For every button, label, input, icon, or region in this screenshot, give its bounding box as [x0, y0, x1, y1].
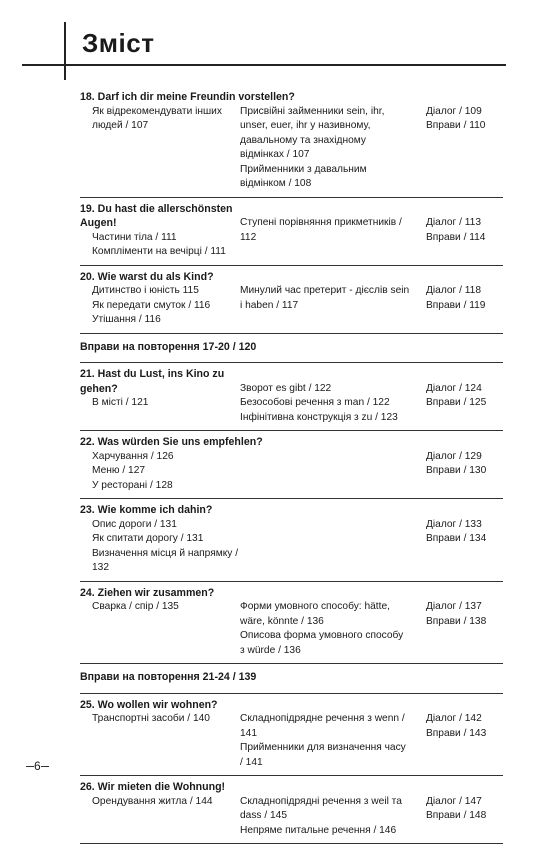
topic-item: Як передати смуток / 116 [92, 299, 211, 311]
topics-column [80, 367, 240, 425]
grammar-item: Форми умовного способу: hätte, wäre, könnte / 136 [240, 601, 390, 627]
exercise-item: Діалог / 129 [426, 450, 482, 462]
lesson-columns [80, 202, 503, 260]
exercises-column [416, 712, 503, 770]
topics-column [80, 284, 240, 328]
lesson-columns [80, 105, 503, 192]
exercise-item: Вправи / 134 [426, 533, 487, 544]
lesson-columns [80, 712, 503, 770]
exercise-item: Діалог / 109 [426, 105, 482, 117]
topics-column [80, 518, 240, 576]
topic-item: Як відрекомендувати інших людей / 107 [92, 105, 222, 131]
exercise-item: Діалог / 147 [426, 795, 482, 807]
lesson-title: 22. Was würden Sie uns empfehlen? [80, 436, 263, 448]
toc-entry [80, 266, 503, 334]
lesson-columns [80, 600, 503, 658]
toc-review-entry [80, 334, 503, 364]
grammar-item: Присвійні займенники sein, ihr, unser, euer, ihr у називному, давальному та знахідному відмінках / 107 [240, 105, 385, 160]
grammar-column [240, 600, 416, 658]
toc-entry [80, 582, 503, 665]
page-number-dash-left [26, 766, 34, 767]
grammar-item: Складнопідрядні речення з weil та dass / 145 [240, 795, 402, 821]
lesson-columns [80, 450, 503, 494]
lesson-columns [80, 367, 503, 425]
lesson-columns [80, 284, 503, 328]
exercise-item: Вправи / 130 [426, 465, 487, 476]
toc-entry [80, 499, 503, 582]
grammar-column [240, 795, 416, 839]
topics-column [80, 105, 240, 192]
grammar-column [240, 367, 416, 425]
lesson-title: 21. Hast du Lust, ins Kino zu gehen? [80, 368, 225, 395]
topics-column [80, 795, 240, 839]
exercise-item: Діалог / 124 [426, 382, 482, 394]
topic-item: Харчування / 126 [92, 450, 174, 462]
exercise-item: Вправи / 114 [426, 231, 486, 243]
grammar-column [240, 518, 416, 576]
exercise-item: Вправи / 148 [426, 810, 487, 821]
grammar-item: Безособові речення з man / 122 [240, 397, 390, 408]
toc-entry [80, 198, 503, 266]
topic-item: В місті / 121 [92, 397, 149, 408]
topic-item: Опис дороги / 131 [92, 518, 177, 530]
topic-item: Як спитати дорогу / 131 [92, 533, 204, 544]
lesson-title: 24. Ziehen wir zusammen? [80, 586, 215, 599]
lesson-title: 18. Darf ich dir meine Freundin vorstellen? [80, 91, 295, 103]
exercise-item: Діалог / 113 [426, 217, 482, 228]
grammar-item: Минулий час претерит - дієслів sein і haben / 117 [240, 285, 410, 311]
topic-item: Утішання / 116 [92, 314, 161, 325]
exercise-item: Діалог / 142 [426, 713, 482, 724]
exercises-column [416, 367, 503, 425]
lesson-columns [80, 795, 503, 839]
topics-column [80, 202, 240, 260]
exercises-column [416, 105, 503, 192]
exercise-item: Діалог / 133 [426, 518, 482, 530]
exercises-column [416, 450, 503, 494]
topics-column [80, 712, 240, 770]
toc-entry [80, 431, 503, 499]
exercises-column [416, 518, 503, 576]
grammar-item: Зворот es gibt / 122 [240, 382, 332, 394]
page-title: Зміст [82, 28, 155, 58]
grammar-item: Ступені порівняння прикметників / 112 [240, 217, 402, 243]
grammar-item: Описова форма умовного способу з würde / 136 [240, 630, 404, 656]
grammar-column [240, 284, 416, 328]
table-of-contents [80, 86, 503, 844]
header-vertical-rule [64, 22, 66, 80]
exercise-item: Вправи / 119 [426, 299, 486, 311]
review-label: Вправи на повторення 17-20 / 120 [80, 340, 257, 353]
review-label: Вправи на повторення 21-24 / 139 [80, 671, 257, 683]
page-number-value: 6 [34, 759, 41, 773]
toc-entry [80, 694, 503, 777]
lesson-title: 20. Wie warst du als Kind? [80, 270, 214, 283]
toc-review-entry [80, 664, 503, 694]
exercise-item: Діалог / 137 [426, 601, 482, 612]
grammar-item: Складнопідрядне речення з wenn / 141 [240, 713, 405, 739]
grammar-column [240, 202, 416, 260]
exercises-column [416, 202, 503, 260]
topic-item: Визначення місця й напрямку / 132 [92, 547, 239, 573]
topics-column [80, 450, 240, 494]
toc-entry [80, 363, 503, 431]
grammar-item: Прийменники для визначення часу / 141 [240, 742, 406, 768]
exercise-item: Діалог / 118 [426, 285, 482, 296]
topic-item: Частини тіла / 111 [92, 231, 177, 243]
header-horizontal-rule [22, 64, 506, 66]
exercises-column [416, 795, 503, 839]
exercise-item: Вправи / 143 [426, 727, 487, 739]
lesson-title: 23. Wie komme ich dahin? [80, 504, 213, 516]
topic-item: Меню / 127 [92, 465, 146, 476]
page-number-dash-right [41, 766, 49, 767]
topic-item: Орендування житла / 144 [92, 795, 213, 807]
lesson-title: 26. Wir mieten die Wohnung! [80, 781, 226, 793]
lesson-title: 19. Du hast die allerschönsten Augen! [80, 202, 233, 229]
grammar-item: Непряме питальне речення / 146 [240, 824, 397, 836]
topic-item: Сварка / спір / 135 [92, 601, 179, 612]
topic-item: Транспортні засоби / 140 [92, 713, 210, 724]
lesson-title: 25. Wo wollen wir wohnen? [80, 698, 218, 711]
grammar-column [240, 105, 416, 192]
topic-item: Дитинство і юність 115 [92, 285, 199, 296]
exercise-item: Вправи / 138 [426, 615, 487, 627]
exercises-column [416, 284, 503, 328]
lesson-columns [80, 518, 503, 576]
grammar-column [240, 450, 416, 494]
page-number [26, 759, 49, 773]
topic-item: Компліменти на вечірці / 111 [92, 246, 226, 257]
grammar-item: Прийменники з давальним відмінком / 108 [240, 163, 367, 189]
exercises-column [416, 600, 503, 658]
exercise-item: Вправи / 110 [426, 120, 486, 131]
topics-column [80, 600, 240, 658]
toc-entry [80, 776, 503, 844]
exercise-item: Вправи / 125 [426, 397, 487, 408]
grammar-column [240, 712, 416, 770]
toc-entry [80, 86, 503, 198]
topic-item: У ресторані / 128 [92, 479, 173, 491]
grammar-item: Інфінітивна конструкція з zu / 123 [240, 411, 398, 423]
